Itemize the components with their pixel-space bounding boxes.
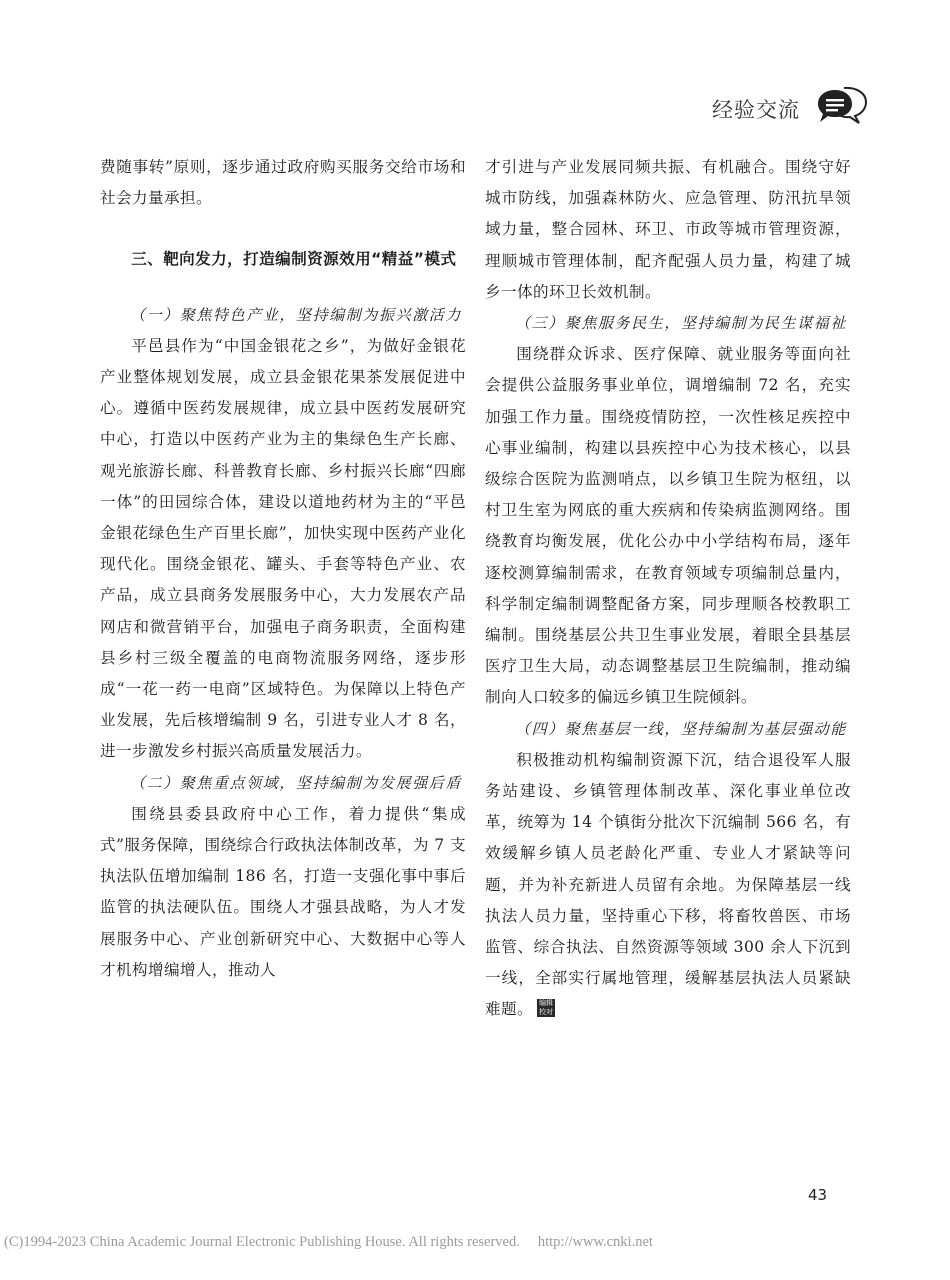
- page-header: [700, 84, 875, 128]
- editor-seal: 编辑校对: [538, 999, 553, 1017]
- cnki-url: http://www.cnki.net: [537, 1234, 653, 1250]
- speech-bubbles-icon: [814, 84, 870, 128]
- copyright-text: (C)1994-2023 China Academic Journal Electronic Publishing House. All rights reserved.: [4, 1234, 520, 1250]
- left-column: [100, 152, 466, 986]
- column-title: 经验交流: [712, 98, 800, 122]
- paragraph: 围绕群众诉求、医疗保障、就业服务等面向社会提供公益服务事业单位，调增编制 72 名，充实加强工作力量。围绕疫情防控，一次性核足疾控中心事业编制，构建以县疾控中心为技术核心，以县级综合医院为监测哨点，以乡镇卫生院为枢纽，以村卫生室为网底的重大疾病和传染病监测网络。围绕教育均衡发展，优化公办中小学结构布局，逐年逐校测算编制需求，在教育领域专项编制总量内，科学制定编制调整配备方案，同步理顺各校教职工编制。围绕基层公共卫生事业发展，着眼全县基层医疗卫生大局，动态调整基层卫生院编制，推动编制向人口较多的偏远乡镇卫生院倾斜。: [485, 345, 851, 707]
- paragraph: 才引进与产业发展同频共振、有机融合。围绕守好城市防线，加强森林防火、应急管理、防汛抗旱领域力量，整合园林、环卫、市政等城市管理资源，理顺城市管理体制，配齐配强人员力量，构建了城乡一体的环卫长效机制。: [485, 158, 851, 301]
- spacer: [100, 276, 466, 300]
- subsection-heading: （四）聚焦基层一线，坚持编制为基层强动能: [515, 719, 848, 738]
- paragraph: 平邑县作为“中国金银花之乡”，为做好金银花产业整体规划发展，成立县金银花果茶发展促进中心。遵循中医药发展规律，成立县中医药发展研究中心，打造以中医药产业为主的集绿色生产长廊、观光旅游长廊、科普教育长廊、乡村振兴长廊“四廊一体”的田园综合体，建设以道地药材为主的“平邑金银花绿色生产百里长廊”，加快实现中医药产业化现代化。围绕金银花、罐头、手套等特色产业、农产品，成立县商务发展服务中心，大力发展农产品网店和微营销平台，加强电子商务职责，全面构建县乡村三级全覆盖的电商物流服务网络，逐步形成“一花一药一电商”区域特色。为保障以上特色产业发展，先后核增编制 9 名，引进专业人才 8 名，进一步激发乡村振兴高质量发展活力。: [100, 336, 466, 761]
- spacer: [100, 214, 466, 244]
- paragraph: 围绕县委县政府中心工作，着力提供“集成式”服务保障，围绕综合行政执法体制改革，为 7 支执法队伍增加编制 186 名，打造一支强化事中事后监管的执法硬队伍。围绕人才强县战略，为人才发展服务中心、产业创新研究中心、大数据中心等人才机构增编增人，推动人: [100, 804, 466, 979]
- right-column: [485, 152, 851, 1026]
- subsection-heading: （二）聚焦重点领域，坚持编制为发展强后盾: [130, 773, 463, 792]
- subsection-heading: （一）聚焦特色产业，坚持编制为振兴激活力: [130, 305, 463, 324]
- paragraph: 费随事转”原则，逐步通过政府购买服务交给市场和社会力量承担。: [100, 158, 466, 208]
- page-number: 43: [808, 1186, 828, 1204]
- section-heading: 三、靶向发力，打造编制资源效用“精益”模式: [131, 250, 457, 269]
- paragraph: [485, 745, 851, 1026]
- paragraph-text: 积极推动机构编制资源下沉，结合退役军人服务站建设、乡镇管理体制改革、深化事业单位改革，统筹为 14 个镇街分批次下沉编制 566 名，有效缓解乡镇人员老龄化严重、专业人才紧缺等问题，并为补充新进人员留有余地。为保障基层一线执法人员力量，坚持重心下移，将畜牧兽医、市场监管、综合执法、自然资源等领域 300 余人下沉到一线，全部实行属地管理，缓解基层执法人员紧缺难题。: [485, 750, 851, 1019]
- copyright-footer: [4, 1234, 950, 1251]
- subsection-heading: （三）聚焦服务民生，坚持编制为民生谋福祉: [515, 314, 848, 333]
